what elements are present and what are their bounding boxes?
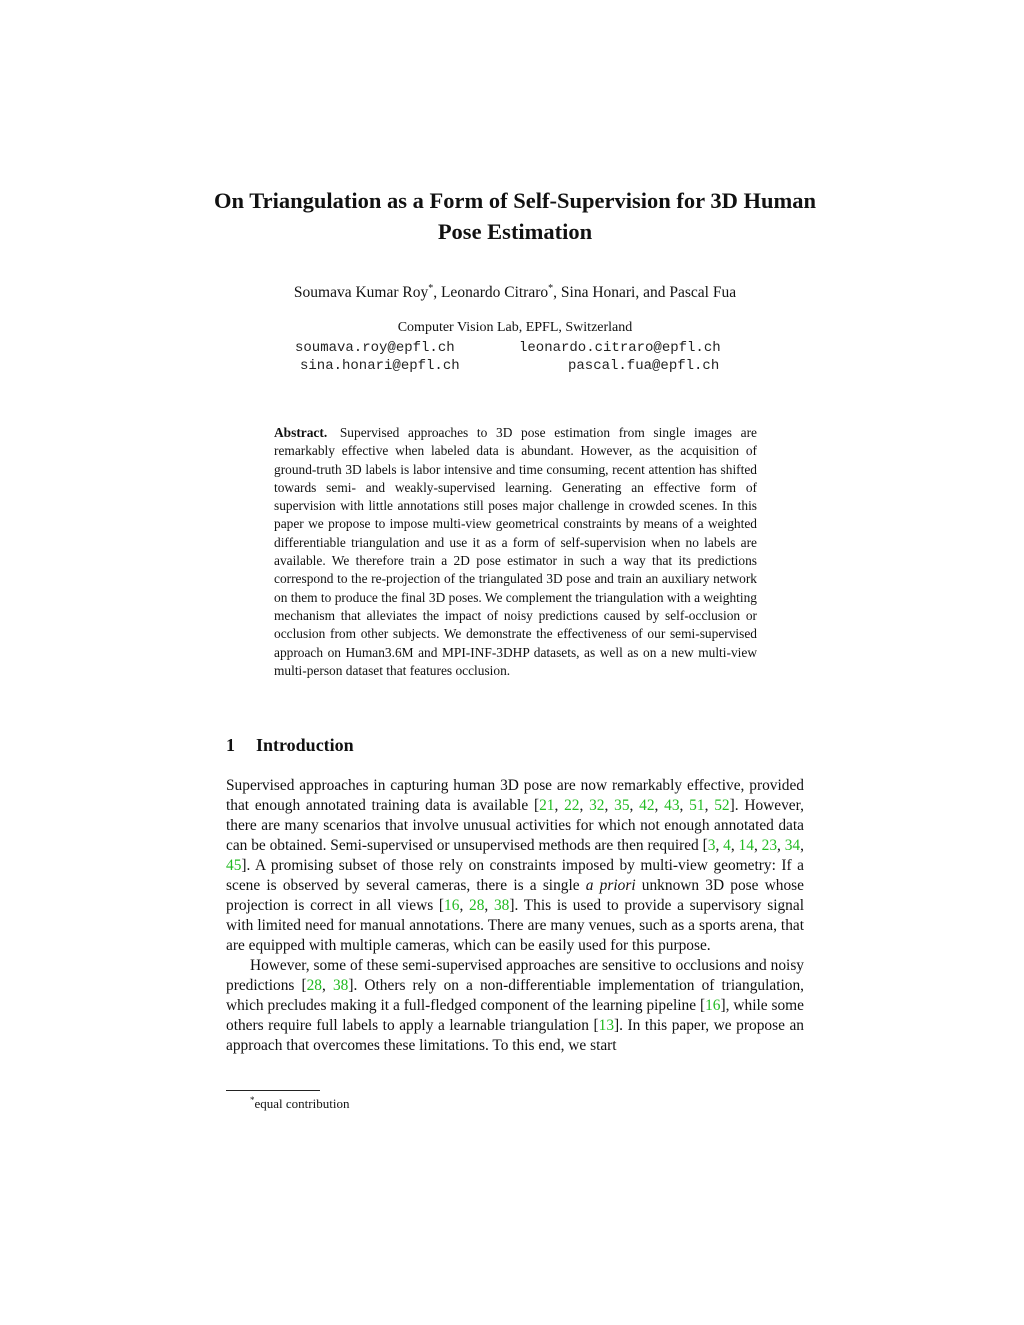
abstract-label: Abstract. bbox=[274, 425, 328, 440]
author-name: Leonardo Citraro bbox=[440, 284, 549, 301]
citation-link[interactable]: 45 bbox=[226, 857, 242, 874]
affiliation: Computer Vision Lab, EPFL, Switzerland bbox=[397, 320, 633, 335]
citation-link[interactable]: 14 bbox=[738, 837, 754, 854]
citation-link[interactable]: 34 bbox=[784, 837, 801, 854]
email-address: leonardo.citraro@epfl.ch bbox=[519, 340, 721, 356]
citation-link[interactable]: 23 bbox=[761, 837, 778, 854]
citation-group: 28, 38 bbox=[306, 977, 349, 994]
abstract bbox=[274, 424, 757, 680]
abstract-text: Supervised approaches to 3D pose estimation from single images are remarkably effective when labeled data is abundant. However, as the acquisition of ground-truth 3D labels is labor intensive and time consuming, recent attention has shifted towards semi- and weakly-supervised learning. Generating an effective form of supervision with little annotations still poses major challenge in crowded scenes. In this paper we propose to impose multi-view geometrical constraints by means of a weighted differentiable triangulation and use it as a form of self-supervision when no labels are available. We therefore train a 2D pose estimator in such a way that its predictions correspond to the re-projection of the triangulated 3D pose and train an auxiliary network on them to produce the final 3D poses. We complement the triangulation with a weighting mechanism that alleviates the impact of noisy predictions caused by self-occlusion or occlusion from other subjects. We demonstrate the effectiveness of our semi-supervised approach on Human3.6M and MPI-INF-3DHP datasets, as well as on a new multi-view multi-person dataset that features occlusion. bbox=[274, 425, 757, 678]
paragraph bbox=[226, 776, 804, 956]
paragraph-text: Supervised approaches in capturing human 3D pose are now remarkably effective, provided that enough annotated training data is available [ bbox=[226, 777, 804, 814]
author-list bbox=[200, 283, 830, 303]
citation-link[interactable]: 16 bbox=[705, 997, 721, 1014]
citation-link[interactable]: 51 bbox=[689, 797, 705, 814]
paragraph-text: ]. However, there are many scenarios that involve unusual activities for which not enough annotated data can be obtained. Semi-supervised or unsupervised methods are then required [ bbox=[226, 797, 804, 854]
email-address: pascal.fua@epfl.ch bbox=[568, 358, 720, 374]
author-name: Soumava Kumar Roy bbox=[293, 284, 429, 301]
citation-link[interactable]: 43 bbox=[664, 797, 680, 814]
citation-group bbox=[599, 1017, 614, 1034]
citation-group bbox=[705, 997, 720, 1014]
section-heading bbox=[226, 733, 354, 757]
footnote-mark: * bbox=[250, 1095, 255, 1105]
equal-contribution-mark: * bbox=[428, 283, 434, 294]
citation-link[interactable]: 52 bbox=[714, 797, 730, 814]
body-text bbox=[226, 776, 804, 1056]
citation-link[interactable]: 13 bbox=[598, 1017, 615, 1034]
paragraph-text: ], while some others require full labels to apply a learnable triangulation [ bbox=[226, 997, 804, 1034]
footnote bbox=[250, 1095, 349, 1113]
citation-group: 3, 4, 14, 23, 34, 45 bbox=[226, 837, 804, 874]
paragraph-text: ]. A promising subset of those rely on constraints imposed by multi-view geometry: If a scene is observed by several cameras, there is a single bbox=[226, 857, 804, 894]
footnote-divider bbox=[226, 1090, 320, 1091]
citation-link[interactable]: 42 bbox=[639, 797, 655, 814]
citation-link[interactable]: 38 bbox=[493, 897, 510, 914]
citation-link[interactable]: 35 bbox=[614, 797, 630, 814]
paragraph-text: unknown 3D pose whose projection is correct in all views [ bbox=[226, 877, 804, 914]
paragraph-text: ]. Others rely on a non-differentiable implementation of triangulation, which precludes making it a full-fledged component of the learning pipeline [ bbox=[226, 977, 804, 1014]
footnote-text: equal contribution bbox=[254, 1096, 350, 1111]
email-address: soumava.roy@epfl.ch bbox=[295, 340, 455, 356]
paragraph bbox=[226, 956, 804, 1056]
citation-link[interactable]: 4 bbox=[723, 837, 731, 854]
citation-link[interactable]: 32 bbox=[589, 797, 605, 814]
author-names-rest: , Sina Honari, and Pascal Fua bbox=[553, 284, 737, 301]
emphasis-text: a priori bbox=[585, 877, 636, 894]
citation-link[interactable]: 38 bbox=[332, 977, 349, 994]
citation-link[interactable]: 21 bbox=[539, 797, 555, 814]
paragraph-text: ]. This is used to provide a supervisory signal with limited need for manual annotations. There are many venues, such as a sports arena, that are equipped with multiple cameras, which can be easily used for this purpose. bbox=[226, 897, 804, 954]
citation-link[interactable]: 16 bbox=[444, 897, 460, 914]
citation-group: 21, 22, 32, 35, 42, 43, 51, 52 bbox=[539, 797, 730, 814]
citation-link[interactable]: 3 bbox=[707, 837, 716, 854]
citation-link[interactable]: 22 bbox=[564, 797, 580, 814]
citation-link[interactable]: 28 bbox=[469, 897, 485, 914]
equal-contribution-mark: * bbox=[548, 283, 554, 294]
email-address: sina.honari@epfl.ch bbox=[300, 358, 460, 374]
section-number: 1 bbox=[226, 735, 235, 755]
paragraph-text: ]. In this paper, we propose an approach that overcomes these limitations. To this end, we start bbox=[226, 1017, 804, 1054]
author-separator: , bbox=[433, 284, 441, 301]
citation-link[interactable]: 28 bbox=[306, 977, 322, 994]
citation-group: 16, 28, 38 bbox=[444, 897, 510, 914]
paragraph-text: However, some of these semi-supervised approaches are sensitive to occlusions and noisy predictions [ bbox=[226, 957, 804, 994]
section-title: Introduction bbox=[256, 735, 354, 755]
paper-title: On Triangulation as a Form of Self-Supervision for 3D Human Pose Estimation bbox=[214, 188, 816, 244]
